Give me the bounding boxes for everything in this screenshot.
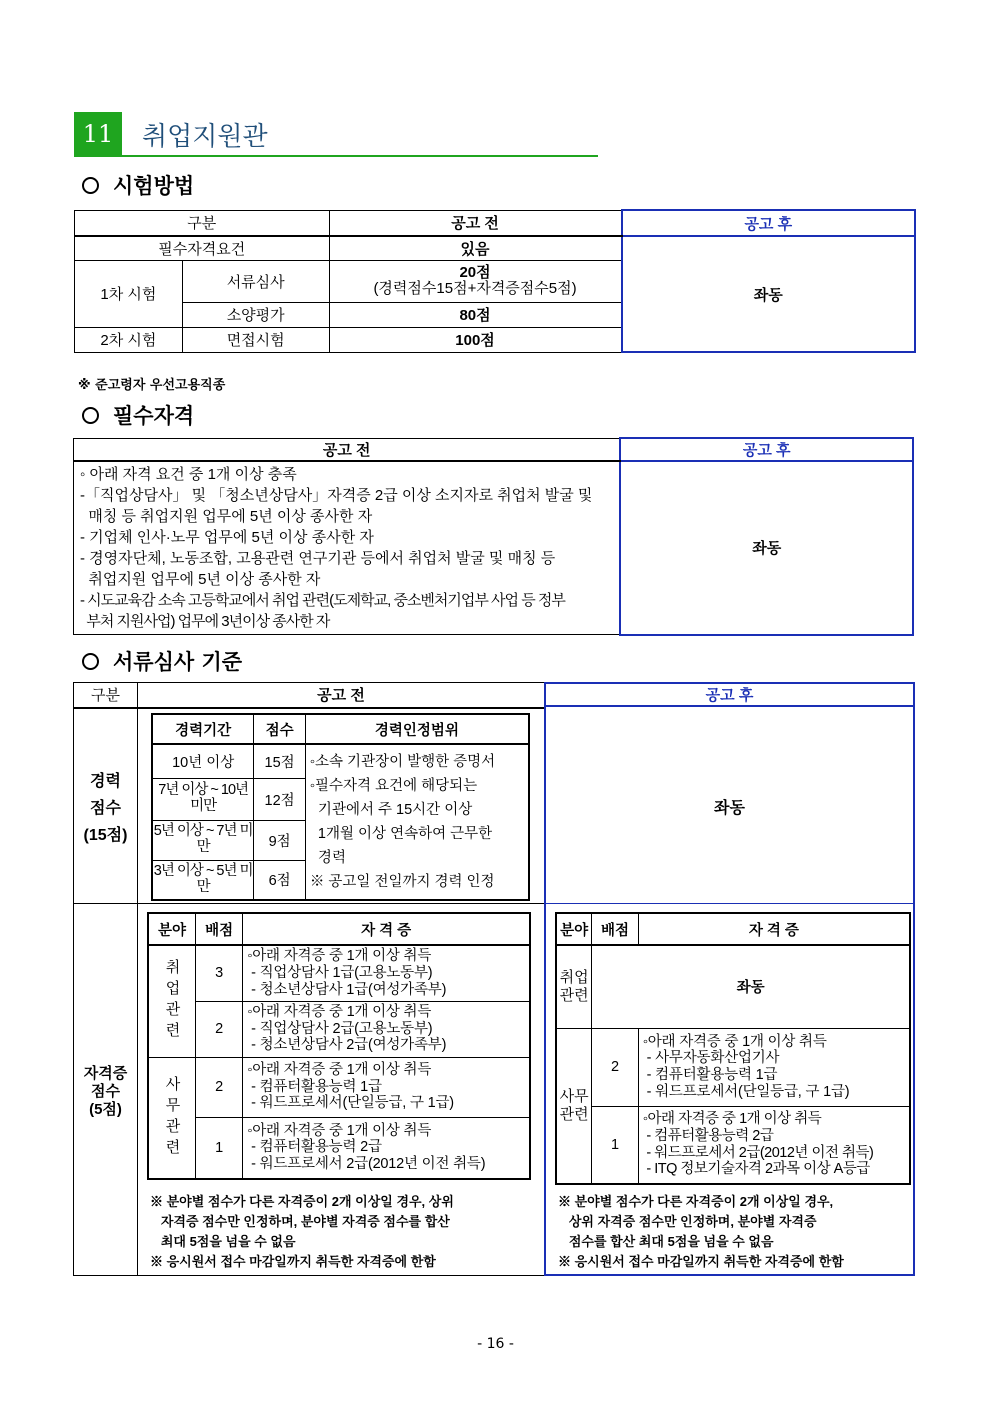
after-cell: 좌동: [620, 461, 913, 635]
period-cell: 3년 이상 ~ 5년 미만: [152, 860, 254, 900]
section-number-badge: [74, 112, 122, 155]
cert-cell: [243, 1001, 530, 1057]
header-cell: 분야: [556, 913, 592, 945]
list-item: - 기업체 인사·노무 업무에 5년 이상 종사한 자: [80, 529, 374, 546]
list-item: - 시도교육감 소속 고등학교에서 취업 관련(도제학교, 중소벤처기업부 사업 등 정부: [80, 592, 565, 609]
section-number: 11: [82, 119, 114, 148]
circle-bullet-icon: [82, 177, 99, 194]
list-item: 경력: [309, 850, 346, 866]
list-item: - 직업상담사 2급(고용노동부): [247, 1020, 433, 1037]
label-text: (15점): [83, 827, 128, 844]
list-item: ◦필수자격 요건에 해당되는: [309, 778, 478, 794]
list-item: - 워드프로세서(단일등급, 구 1급): [247, 1095, 454, 1112]
value-cell: 80점: [329, 302, 621, 327]
section-heading-text: 필수자격: [113, 404, 195, 428]
score-cell: 12점: [254, 778, 306, 820]
header-cell: 분야: [148, 913, 195, 945]
header-cell: 구분: [75, 210, 330, 236]
list-item: ◦아래 자격증 중 1개 이상 취득: [247, 1122, 432, 1139]
header-cell-after: 공고 후: [705, 687, 754, 704]
label-cell: 면접시험: [182, 327, 329, 352]
list-item: 매칭 등 취업지원 업무에 5년 이상 종사한 자: [80, 508, 373, 525]
career-after-cell: 좌동: [714, 798, 745, 817]
cert-cell: [243, 1117, 530, 1179]
list-item: ◦아래 자격증 중 1개 이상 취득: [247, 1061, 432, 1078]
list-item: - 청소년상담사 2급(여성가족부): [247, 1037, 447, 1054]
section-heading-text: 시험방법: [113, 174, 195, 198]
header-cell: 공고 전: [74, 438, 621, 461]
list-item: - 컴퓨터활용능력 1급: [642, 1067, 778, 1083]
list-item: - 컴퓨터활용능력 2급: [642, 1128, 774, 1145]
value-cell: 있음: [329, 236, 621, 260]
label-cell: 소양평가: [182, 302, 329, 327]
label-text: 자격증: [83, 1065, 128, 1082]
header-cell: 점수: [254, 714, 306, 744]
note-line: ※ 응시원서 접수 마감일까지 취득한 자격증에 한함: [558, 1254, 844, 1269]
circle-bullet-icon: [82, 653, 99, 670]
list-item: ※ 공고일 전일까지 경력 인정: [309, 874, 495, 890]
period-cell: 10년 이상: [152, 744, 254, 778]
score-cell: 1: [592, 1106, 639, 1184]
list-item: - 직업상담사 1급(고용노동부): [247, 964, 433, 981]
circle-bullet-icon: [82, 407, 99, 424]
list-item: - 경영자단체, 노동조합, 고용관련 연구기관 등에서 취업처 발굴 및 매칭 등: [80, 550, 556, 567]
label-text: 점수: [90, 800, 121, 817]
section-heading-exam-method: [82, 170, 194, 200]
list-item: - ITQ 정보기술자격 2과목 이상 A등급: [642, 1161, 870, 1178]
list-item: - 워드프로세서 2급(2012년 이전 취득): [247, 1156, 486, 1173]
qualification-table: [73, 437, 914, 636]
score-cell: 3: [195, 945, 242, 1001]
value-cell: [329, 260, 621, 302]
header-cell: 자 격 증: [638, 913, 910, 945]
header-underline: [74, 155, 598, 157]
score-cell: 2: [195, 1001, 242, 1057]
label-text: 점수: [91, 1083, 120, 1100]
value-text: (경력점수15점+자격증점수5점): [373, 280, 577, 297]
header-cell: 구분: [91, 687, 120, 704]
header-cell: 경력기간: [152, 714, 254, 744]
note-line: 상위 자격증 점수만 인정하며, 분야별 자격증: [558, 1214, 817, 1229]
label-text: 경력: [90, 773, 121, 790]
label-cell: 2차 시험: [75, 327, 183, 352]
field-cell: 사무관련: [148, 1057, 195, 1179]
list-item: - 사무자동화산업기사: [642, 1050, 780, 1067]
section-heading-document-review: [82, 646, 242, 676]
list-item: - 컴퓨터활용능력 2급: [247, 1139, 382, 1156]
divider: [73, 707, 545, 709]
career-inner-table: [151, 713, 530, 901]
header-cell: 공고 전: [329, 210, 621, 236]
field-cell: 취업관련: [148, 945, 195, 1057]
field-cell: 사무관련: [556, 1028, 592, 1184]
section-heading-qualification: [82, 400, 194, 430]
page-number: - 16 -: [477, 1336, 514, 1352]
scope-cell: [305, 744, 529, 900]
header-cell: 배점: [592, 913, 639, 945]
list-item: 기관에서 주 15시간 이상: [309, 802, 473, 818]
header-cell: 경력인정범위: [305, 714, 529, 744]
list-item: - 워드프로세서 2급(2012년 이전 취득): [642, 1144, 874, 1161]
score-cell: 9점: [254, 820, 306, 860]
list-item: -「직업상담사」 및 「청소년상담사」자격증 2급 이상 소지자로 취업처 발굴 및: [80, 487, 593, 504]
note-line: 자격증 점수만 인정하며, 분야별 자격증 점수를 합산: [150, 1214, 450, 1229]
list-item: 취업지원 업무에 5년 이상 종사한 자: [80, 571, 321, 588]
score-cell: 2: [592, 1028, 639, 1106]
header-cell: 공고 전: [317, 687, 365, 704]
note-line: 점수를 합산 최대 5점을 넘을 수 없음: [558, 1234, 774, 1249]
list-item: ◦ 아래 자격 요건 중 1개 이상 충족: [80, 466, 297, 483]
section-heading-text: 서류심사 기준: [113, 650, 243, 674]
cert-after-notes: [558, 1192, 844, 1272]
note-line: ※ 분야별 점수가 다른 자격증이 2개 이상일 경우,: [558, 1194, 834, 1209]
qualification-list: [74, 461, 621, 635]
value-text: 20점: [459, 263, 491, 281]
cert-cell: [243, 945, 530, 1001]
list-item: 1개월 이상 연속하여 근무한: [309, 826, 493, 842]
list-item: - 컴퓨터활용능력 1급: [247, 1078, 382, 1095]
exam-method-table: [74, 209, 916, 353]
note-line: 최대 5점을 넘을 수 없음: [150, 1234, 296, 1249]
label-cell: 서류심사: [182, 260, 329, 302]
header-cell-after: 공고 후: [620, 438, 913, 461]
page-title: 취업지원관: [142, 122, 268, 152]
header-cell-after: 공고 후: [622, 210, 915, 236]
score-cell: 1: [195, 1117, 242, 1179]
header-cell: 자 격 증: [243, 913, 530, 945]
period-cell: 7년 이상 ~ 10년 미만: [152, 778, 254, 820]
score-cell: 6점: [254, 860, 306, 900]
list-item: ◦아래 자격증 중 1개 이상 취득: [247, 1003, 432, 1020]
header-cell: 배점: [195, 913, 242, 945]
label-cell: 필수자격요건: [75, 236, 330, 260]
field-cell: 취업관련: [556, 945, 592, 1028]
list-item: - 워드프로세서(단일등급, 구 1급): [642, 1083, 850, 1100]
divider: [137, 682, 138, 1276]
score-cell: 15점: [254, 744, 306, 778]
score-cell: 2: [195, 1057, 242, 1117]
cert-notes: [150, 1192, 454, 1272]
note: ※ 준고령자 우선고용직종: [78, 378, 226, 393]
note-line: ※ 분야별 점수가 다른 자격증이 2개 이상일 경우, 상위: [150, 1194, 454, 1209]
divider: [546, 903, 913, 904]
label-text: (5점): [89, 1101, 122, 1118]
after-cell: 좌동: [622, 236, 915, 352]
value-cell: 100점: [329, 327, 621, 352]
cert-cell: [638, 1106, 910, 1184]
list-item: ◦아래 자격증 중 1개 이상 취득: [642, 1033, 827, 1050]
after-cell: 좌동: [592, 945, 910, 1028]
cert-inner-table: [147, 912, 531, 1180]
period-cell: 5년 이상 ~ 7년 미만: [152, 820, 254, 860]
cert-cell: [638, 1028, 910, 1106]
list-item: ◦아래 자격증 중 1개 이상 취득: [642, 1111, 822, 1128]
cert-cell: [243, 1057, 530, 1117]
career-score-label: [74, 768, 137, 849]
list-item: ◦아래 자격증 중 1개 이상 취득: [247, 948, 432, 965]
list-item: 부처 지원사업) 업무에 3년이상 종사한 자: [80, 613, 330, 630]
cert-score-label: [74, 1065, 137, 1119]
note-line: ※ 응시원서 접수 마감일까지 취득한 자격증에 한함: [150, 1254, 436, 1269]
label-cell: 1차 시험: [75, 260, 183, 327]
list-item: - 청소년상담사 1급(여성가족부): [247, 981, 447, 998]
list-item: ◦소속 기관장이 발행한 증명서: [309, 754, 496, 770]
cert-after-inner-table: [555, 912, 911, 1185]
